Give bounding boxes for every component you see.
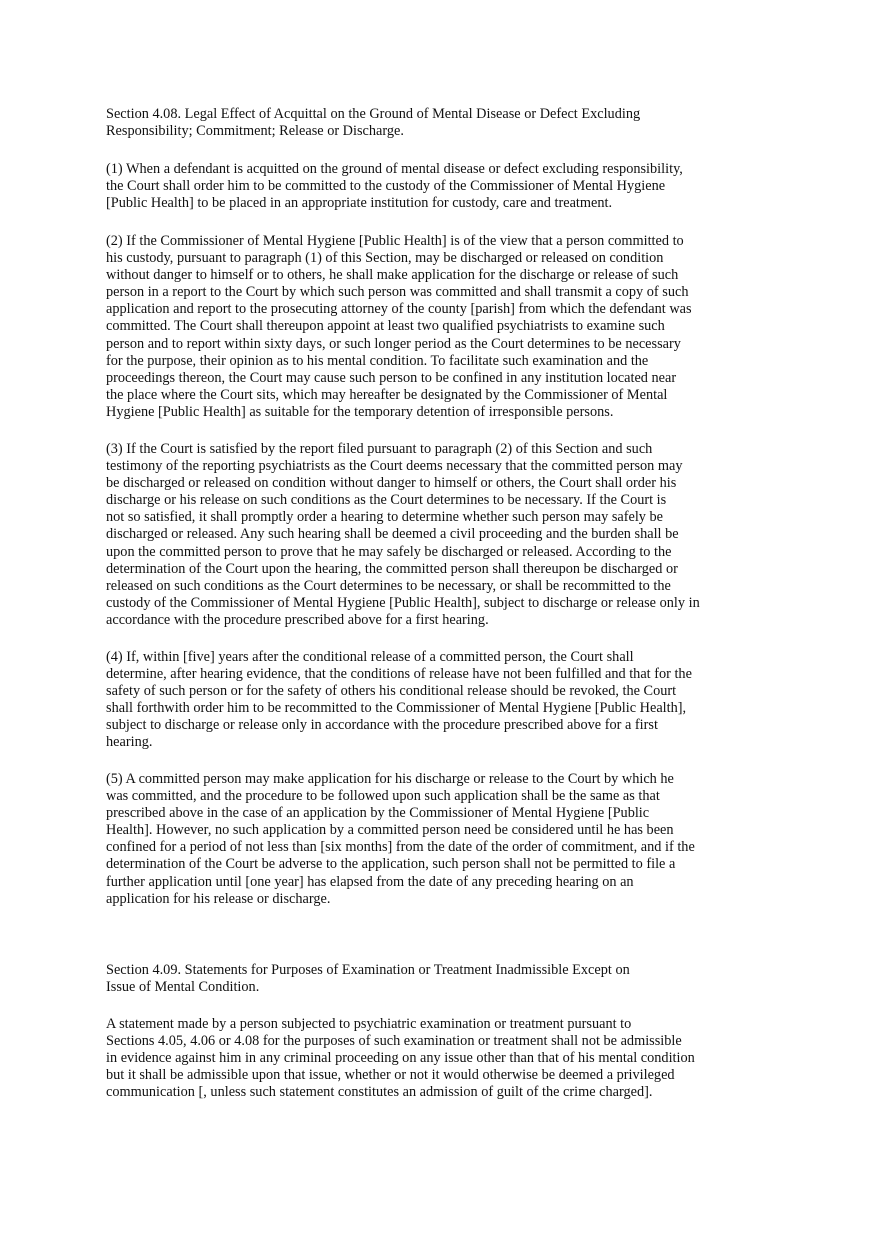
section-4-08-heading: Section 4.08. Legal Effect of Acquittal on the Ground of Mental Disease or Defect Excluding Responsibility; Commitment; Release or Discharge.: [106, 106, 641, 140]
section-4-08-paragraph-2: (2) If the Commissioner of Mental Hygiene [Public Health] is of the view that a person committed to his custody, pursuant to paragraph (1) of this Section, may be discharged or released on condition without danger to himself or to others, he shall make application for the discharge or release of such person in a report to the Court by which such person was committed and shall transmit a copy of such application and report to the prosecuting attorney of the county [parish] from which the defendant was committed. The Court shall thereupon appoint at least two qualified psychiatrists to examine such person and to report within sixty days, or such longer period as the Court determines to be necessary for the purpose, their opinion as to his mental condition. To facilitate such examination and the proceedings thereon, the Court may cause such person to be confined in any institution located near the place where the Court sits, which may hereafter be designated by the Commissioner of Mental Hygiene [Public Health] as suitable for the temporary detention of irresponsible persons.: [106, 233, 692, 420]
section-4-08-paragraph-1: (1) When a defendant is acquitted on the ground of mental disease or defect excluding responsibility, the Court shall order him to be committed to the custody of the Commissioner of Mental Hygiene [Public Health] to be placed in an appropriate institution for custody, care and treatment.: [106, 161, 683, 212]
section-4-08-paragraph-5: (5) A committed person may make application for his discharge or release to the Court by which he was committed, and the procedure to be followed upon such application shall be the same as that prescribed above in the case of an application by the Commissioner of Mental Hygiene [Public Health]. However, no such application by a committed person need be considered until he has been confined for a period of not less than [six months] from the date of the order of commitment, and if the determination of the Court be adverse to the application, such person shall not be permitted to file a further application until [one year] has elapsed from the date of any preceding hearing on an application for his release or discharge.: [106, 771, 695, 907]
section-4-08-paragraph-3: (3) If the Court is satisfied by the report filed pursuant to paragraph (2) of this Section and such testimony of the reporting psychiatrists as the Court deems necessary that the committed person may be discharged or released on condition without danger to himself or others, the Court shall order his discharge or his release on such conditions as the Court determines to be necessary. If the Court is not so satisfied, it shall promptly order a hearing to determine whether such person may safely be discharged or released. Any such hearing shall be deemed a civil proceeding and the burden shall be upon the committed person to prove that he may safely be discharged or released. According to the determination of the Court upon the hearing, the committed person shall thereupon be discharged or released on such conditions as the Court determines to be necessary, or shall be recommitted to the custody of the Commissioner of Mental Hygiene [Public Health], subject to discharge or release only in accordance with the procedure prescribed above for a first hearing.: [106, 441, 700, 628]
section-4-09-paragraph-1: A statement made by a person subjected to psychiatric examination or treatment pursuant to Sections 4.05, 4.06 or 4.08 for the purposes of such examination or treatment shall not be admissible in evidence against him in any criminal proceeding on any issue other than that of his mental condition but it shall be admissible upon that issue, whether or not it would otherwise be deemed a privileged communication [, unless such statement constitutes an admission of guilt of the crime charged].: [106, 1016, 695, 1101]
section-4-08-paragraph-4: (4) If, within [five] years after the conditional release of a committed person, the Court shall determine, after hearing evidence, that the conditions of release have not been fulfilled and that for the safety of such person or for the safety of others his conditional release should be revoked, the Court shall forthwith order him to be recommitted to the Commissioner of Mental Hygiene [Public Health], subject to discharge or release only in accordance with the procedure prescribed above for a first hearing.: [106, 649, 692, 751]
section-4-09-heading: Section 4.09. Statements for Purposes of Examination or Treatment Inadmissible Except on Issue of Mental Condition.: [106, 962, 630, 996]
